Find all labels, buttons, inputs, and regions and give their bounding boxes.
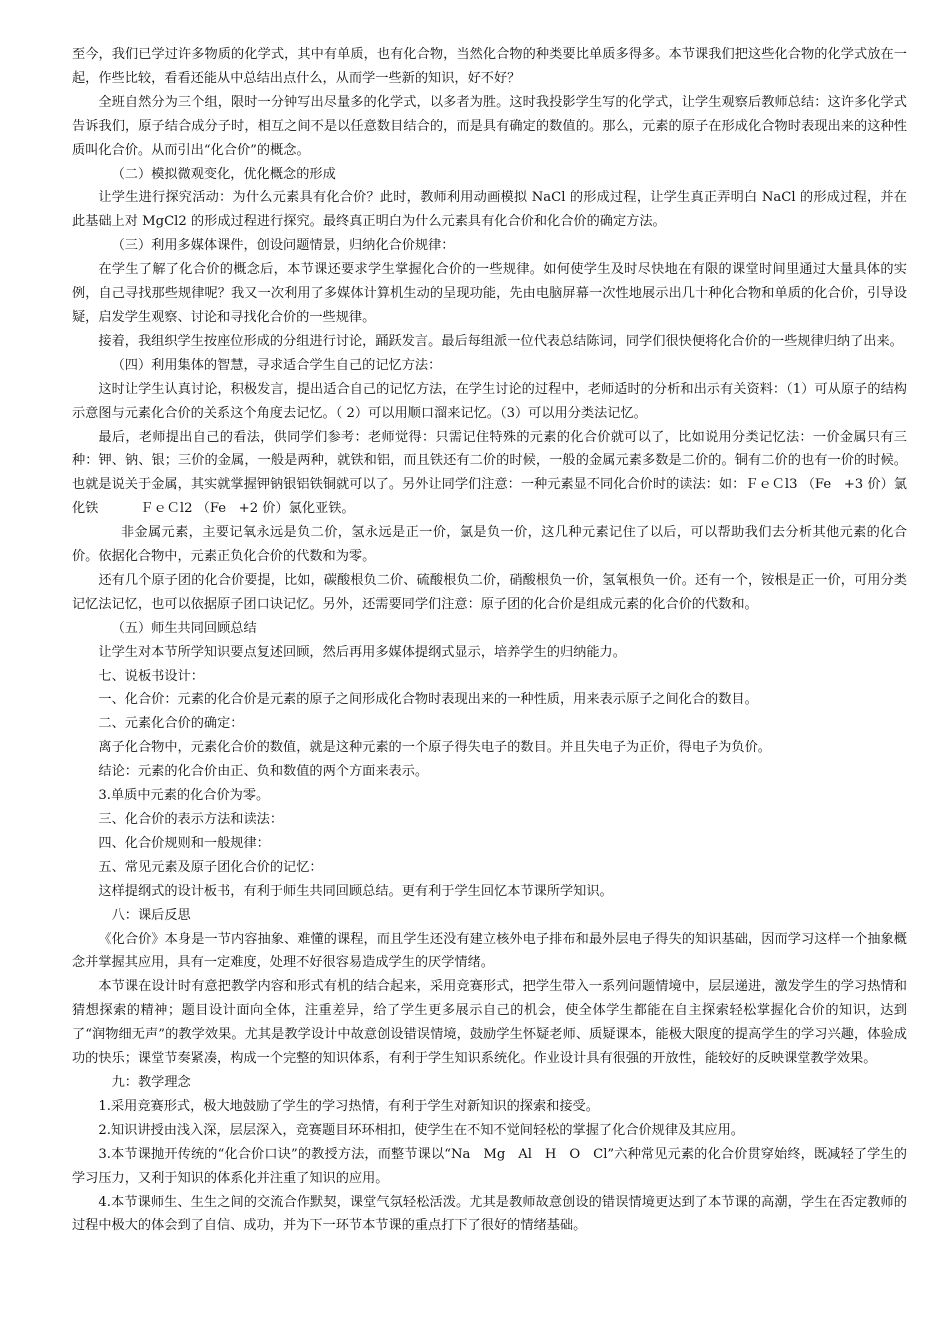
paragraph: 接着，我组织学生按座位形成的分组进行讨论，踊跃发言。最后每组派一位代表总结陈词，同学们很快便将化合价的一些规律归纳了出来。 — [98, 333, 903, 349]
paragraph: 非金属元素，主要记氧永远是负二价，氢永远是正一价，氯是负一价，这几种元素记住了以后，可以帮助我们去分析其他元素的化合价。依据化合物中，元素正负化合价的代数和为零。 — [72, 525, 907, 565]
paragraph: 让学生进行探究活动：为什么元素具有化合价？此时，教师利用动画模拟 NaCl 的形成过程，让学生真正弄明白 NaCl 的形成过程，并在此基础上对 MgCl2 的形成过程进行探究。最终真正明白为什么元素具有化合价和化合价的确定方法。 — [72, 190, 907, 230]
paragraph: 五、常见元素及原子团化合价的记忆： — [98, 859, 323, 875]
paragraph: 全班自然分为三个组，限时一分钟写出尽量多的化学式，以多者为胜。这时我投影学生写的化学式，让学生观察后教师总结：这许多化学式告诉我们，原子结合成分子时，相互之间不是以任意数目结合的，而是具有确定的数值的。那么，元素的原子在形成化合物时表现出来的这种性质叫化合价。从而引出“化合价”的概念。 — [72, 94, 907, 158]
paragraph: 让学生对本节所学知识要点复述回顾，然后再用多媒体提纲式显示，培养学生的归纳能力。 — [98, 644, 626, 660]
paragraph: 在学生了解了化合价的概念后，本节课还要求学生掌握化合价的一些规律。如何使学生及时尽快地在有限的课堂时间里通过大量具体的实例，自己寻找那些规律呢？我又一次利用了多媒体计算机生动的呈现功能，先由电脑屏幕一次性地展示出几十种化合物和单质的化合价，引导设疑，启发学生观察、讨论和寻找化合价的一些规律。 — [72, 262, 907, 325]
paragraph: 本节课在设计时有意把教学内容和形式有机的结合起来，采用竞赛形式，把学生带入一系列问题情境中，层层递进，激发学生的学习热情和猜想探索的精神；题目设计面向全体，注重差异，给了学生更多展示自己的机会，使全体学生都能在自主探索轻松掌握化合价的知识，达到了“润物细无声”的教学效果。尤其是教学设计中故意创设错误情境，鼓励学生怀疑老师、质疑课本，能极大限度的提高学生的学习兴趣，体验成功的快乐；课堂节奏紧凑，构成一个完整的知识体系，有利于学生知识系统化。作业设计具有很强的开放性，能较好的反映课堂教学效果。 — [72, 979, 907, 1067]
paragraph: 2.知识讲授由浅入深，层层深入，竞赛题目环环相扣，使学生在不知不觉间轻松的掌握了化合价规律及其应用。 — [98, 1122, 744, 1138]
paragraph: 四、化合价规则和一般规律： — [98, 835, 270, 851]
paragraph: 《化合价》本身是一节内容抽象、难懂的课程，而且学生还没有建立核外电子排布和最外层电子得失的知识基础，因而学习这样一个抽象概念并掌握其应用，具有一定难度，处理不好很容易造成学生的厌学情绪。 — [72, 931, 907, 971]
paragraph: 二、元素化合价的确定： — [98, 716, 244, 732]
paragraph: 一、化合价：元素的化合价是元素的原子之间形成化合物时表现出来的一种性质，用来表示原子之间化合的数目。 — [98, 692, 758, 708]
paragraph: （三）利用多媒体课件，创设问题情景，归纳化合价规律： — [111, 238, 455, 254]
paragraph: 还有几个原子团的化合价要提，比如，碳酸根负二价、硫酸根负二价，硝酸根负一价，氢氧根负一价。还有一个，铵根是正一价，可用分类记忆法记忆，也可以依据原子团口诀记忆。另外，还需要同学们注意：原子团的化合价是组成元素的化合价的代数和。 — [72, 572, 907, 612]
paragraph: 3.单质中元素的化合价为零。 — [98, 788, 270, 804]
paragraph: 这时让学生认真讨论，积极发言，提出适合自己的记忆方法，在学生讨论的过程中，老师适时的分析和出示有关资料：（1）可从原子的结构示意图与元素化合价的关系这个角度去记忆。（ 2）可以用顺口溜来记忆。（3）可以用分类法记忆。 — [72, 381, 907, 421]
paragraph: 结论：元素的化合价由正、负和数值的两个方面来表示。 — [98, 764, 429, 780]
paragraph: 九：教学理念 — [111, 1074, 191, 1090]
paragraph: 离子化合物中，元素化合价的数值，就是这种元素的一个原子得失电子的数目。并且失电子为正价，得电子为负价。 — [98, 740, 771, 756]
paragraph: 最后，老师提出自己的看法，供同学们参考：老师觉得：只需记住特殊的元素的化合价就可以了，比如说用分类记忆法：一价金属只有三种：钾、钠、银；三价的金属，一般是两种，就铁和铝，而且铁还有二价的时候，一般的金属元素多数是二价的。铜有二价的也有一价的时候。也就是说关于金属，其实就掌握钾钠银铝铁铜就可以了。另外让同学们注意：一种元素显不同化合价时的读法：如：ＦｅＣl3 （Fe +3 价）氯化铁 ＦｅＣl2 （Fe +2 价）氯化亚铁。 — [72, 429, 907, 517]
paragraph: 1.采用竞赛形式，极大地鼓励了学生的学习热情，有利于学生对新知识的探索和接受。 — [98, 1098, 599, 1114]
paragraph: 至今，我们已学过许多物质的化学式，其中有单质，也有化合物，当然化合物的种类要比单质多得多。本节课我们把这些化合物的化学式放在一起，作些比较，看看还能从中总结出点什么，从而学一些新的知识，好不好？ — [72, 47, 907, 86]
paragraph: （二）模拟微观变化，优化概念的形成 — [111, 166, 336, 182]
paragraph: 三、化合价的表示方法和读法： — [98, 812, 284, 827]
paragraph: 4.本节课师生、生生之间的交流合作默契，课堂气氛轻松活泼。尤其是教师故意创设的错误情境更达到了本节课的高潮，学生在否定教师的过程中极大的体会到了自信、成功，并为下一环节本节课的重点打下了很好的情绪基础。 — [72, 1194, 907, 1234]
paragraph: （五）师生共同回顾总结 — [111, 620, 257, 636]
paragraph: 这样提纲式的设计板书，有利于师生共同回顾总结。更有利于学生回忆本节课所学知识。 — [98, 883, 613, 899]
paragraph: 3.本节课抛开传统的“化合价口诀”的教授方法，而整节课以“Na Mg Al H O Cl”六种常见元素的化合价贯穿始终，既减轻了学生的学习压力，又利于知识的体系化并注重了知识的应用。 — [72, 1146, 907, 1186]
paragraph: （四）利用集体的智慧，寻求适合学生自己的记忆方法： — [111, 357, 442, 373]
paragraph: 七、说板书设计： — [98, 668, 204, 684]
paragraph: 八：课后反思 — [111, 907, 191, 923]
